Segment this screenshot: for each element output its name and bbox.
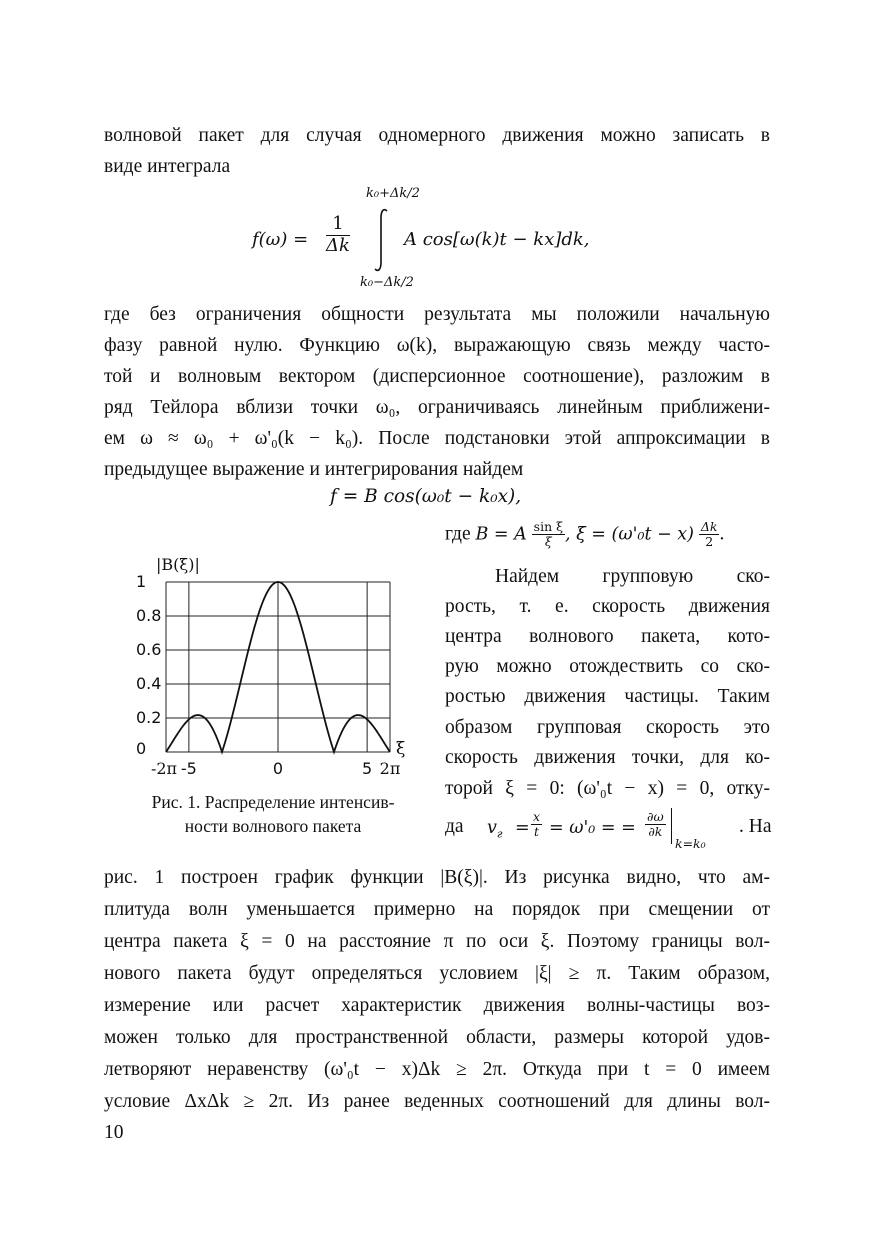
where-frac-num: sin ξ bbox=[533, 519, 563, 534]
chart-grid bbox=[166, 582, 390, 752]
para2-line3: той и волновым вектором (дисперсионное соотношение), разложим в bbox=[104, 366, 770, 387]
equation-f: f = B cos(ω₀t − k₀x), bbox=[330, 486, 522, 507]
rc-line3: центра волнового пакета, кото- bbox=[445, 626, 770, 647]
where-fraction2 bbox=[699, 520, 720, 550]
gv-da: да bbox=[445, 816, 464, 837]
eq1-frac-num: 1 bbox=[326, 214, 350, 236]
para3-line5: измерение или расчет характеристик движения волны-частицы воз- bbox=[104, 995, 770, 1016]
eq1-upper-limit: k₀+Δk/2 bbox=[366, 186, 420, 201]
eq1-fraction bbox=[326, 214, 350, 256]
gv-frac2-num: ∂ω bbox=[647, 809, 664, 824]
x-axis-label: ξ bbox=[396, 739, 406, 759]
where-line bbox=[445, 520, 724, 550]
rc-line7: скорость движения точки, для ко- bbox=[445, 747, 770, 768]
y-tick-label-5: 1 bbox=[136, 572, 147, 591]
figure-chart bbox=[108, 540, 438, 785]
where-b: B = A bbox=[475, 524, 527, 545]
gv-end: . На bbox=[739, 816, 772, 837]
rc-line2: рость, т. е. скорость движения bbox=[445, 596, 770, 617]
x-tick-label-1: -5 bbox=[180, 759, 197, 778]
para3-line8: условие ΔxΔk ≥ 2π. Из ранее веденных соотношений для длины вол- bbox=[104, 1091, 770, 1112]
figure-caption-line1: Рис. 1. Распределение интенсив- bbox=[151, 792, 395, 812]
rc-line6: образом групповая скорость это bbox=[445, 717, 770, 738]
page-number: 10 bbox=[104, 1122, 124, 1143]
eq1-frac-den: Δk bbox=[326, 234, 350, 256]
where-frac2-den: 2 bbox=[705, 534, 714, 550]
para3-line2: плитуда волн уменьшается примерно на порядок при смещении от bbox=[104, 899, 770, 920]
where-prefix: где bbox=[445, 523, 471, 545]
x-tick-label-3: 5 bbox=[362, 759, 373, 778]
x-tick-label-4: 2π bbox=[379, 759, 401, 778]
where-frac-den: ξ bbox=[544, 534, 552, 550]
integral-sign-icon bbox=[372, 208, 392, 272]
y-axis-label: |B(ξ)| bbox=[156, 555, 200, 574]
gv-frac-den: t bbox=[534, 824, 540, 840]
x-tick-label-0: -2π bbox=[150, 759, 178, 778]
gv-eval-bar bbox=[671, 808, 672, 844]
para3-line4: нового пакета будут определяться условием |ξ| ≥ π. Таким образом, bbox=[104, 963, 770, 984]
eq1-integrand: A cos[ω(k)t − kx]dk, bbox=[404, 229, 590, 250]
eq1-lower-limit: k₀−Δk/2 bbox=[360, 275, 414, 290]
gv-fraction2 bbox=[645, 810, 666, 840]
where-end: . bbox=[719, 523, 725, 545]
para1-line1: волновой пакет для случая одномерного движения можно записать в bbox=[104, 125, 770, 146]
where-xi: , ξ = (ω'₀t − x) bbox=[564, 524, 694, 545]
y-tick-label-2: 0.4 bbox=[136, 674, 162, 693]
gv-eq: = bbox=[515, 818, 530, 838]
para2-line2: фазу равной нулю. Функцию ω(k), выражающую связь между часто- bbox=[104, 335, 770, 356]
para2-line4: ряд Тейлора вблизи точки ω₀, ограничиваясь линейным приближени- bbox=[104, 397, 770, 418]
gv-v bbox=[487, 818, 502, 841]
rc-line8: торой ξ = 0: (ω'₀t − x) = 0, отку- bbox=[445, 778, 770, 799]
para3-line7: летворяют неравенству (ω'₀t − x)Δk ≥ 2π. Откуда при t = 0 имеем bbox=[104, 1059, 770, 1080]
gv-mid: = ω'₀ = = bbox=[549, 818, 636, 838]
where-fraction bbox=[532, 520, 565, 550]
para3-line6: можен только для пространственной области, размеры которой удов- bbox=[104, 1027, 770, 1048]
gv-frac-num: x bbox=[533, 809, 541, 824]
gv-fraction bbox=[531, 810, 542, 840]
where-frac2-num: Δk bbox=[700, 519, 718, 534]
gv-frac2-den: ∂k bbox=[648, 824, 663, 840]
figure-caption-line2: ности волнового пакета bbox=[184, 816, 362, 836]
rc-line1: Найдем групповую ско- bbox=[495, 566, 770, 587]
y-tick-label-1: 0.2 bbox=[136, 708, 162, 727]
para2-line6: предыдущее выражение и интегрирования найдем bbox=[104, 459, 524, 480]
para2-line5: ем ω ≈ ω₀ + ω'₀(k − k₀). После подстановки этой аппроксимации в bbox=[104, 428, 770, 449]
gv-v-letter: v bbox=[487, 818, 497, 838]
para3-line1: рис. 1 построен график функции |B(ξ)|. Из рисунка видно, что ам- bbox=[104, 867, 770, 888]
y-tick-label-4: 0.8 bbox=[136, 606, 162, 625]
para3-line3: центра пакета ξ = 0 на расстояние π по оси ξ. Поэтому границы вол- bbox=[104, 931, 770, 952]
gv-sub: k=k₀ bbox=[675, 836, 706, 851]
gv-v-sub: г bbox=[496, 827, 503, 841]
eq1-lhs: f(ω) = bbox=[252, 229, 309, 250]
rc-line4: рую можно отождествить со ско- bbox=[445, 656, 770, 677]
rc-line5: ростью движения частицы. Таким bbox=[445, 686, 770, 707]
group-velocity-line bbox=[445, 808, 770, 854]
para2-line1: где без ограничения общности результата мы положили начальную bbox=[104, 304, 770, 325]
y-tick-label-0: 0 bbox=[136, 739, 147, 758]
y-tick-label-3: 0.6 bbox=[136, 640, 162, 659]
x-tick-label-2: 0 bbox=[272, 759, 284, 778]
para1-line2: виде интеграла bbox=[104, 156, 231, 177]
chart-labels bbox=[136, 555, 405, 778]
